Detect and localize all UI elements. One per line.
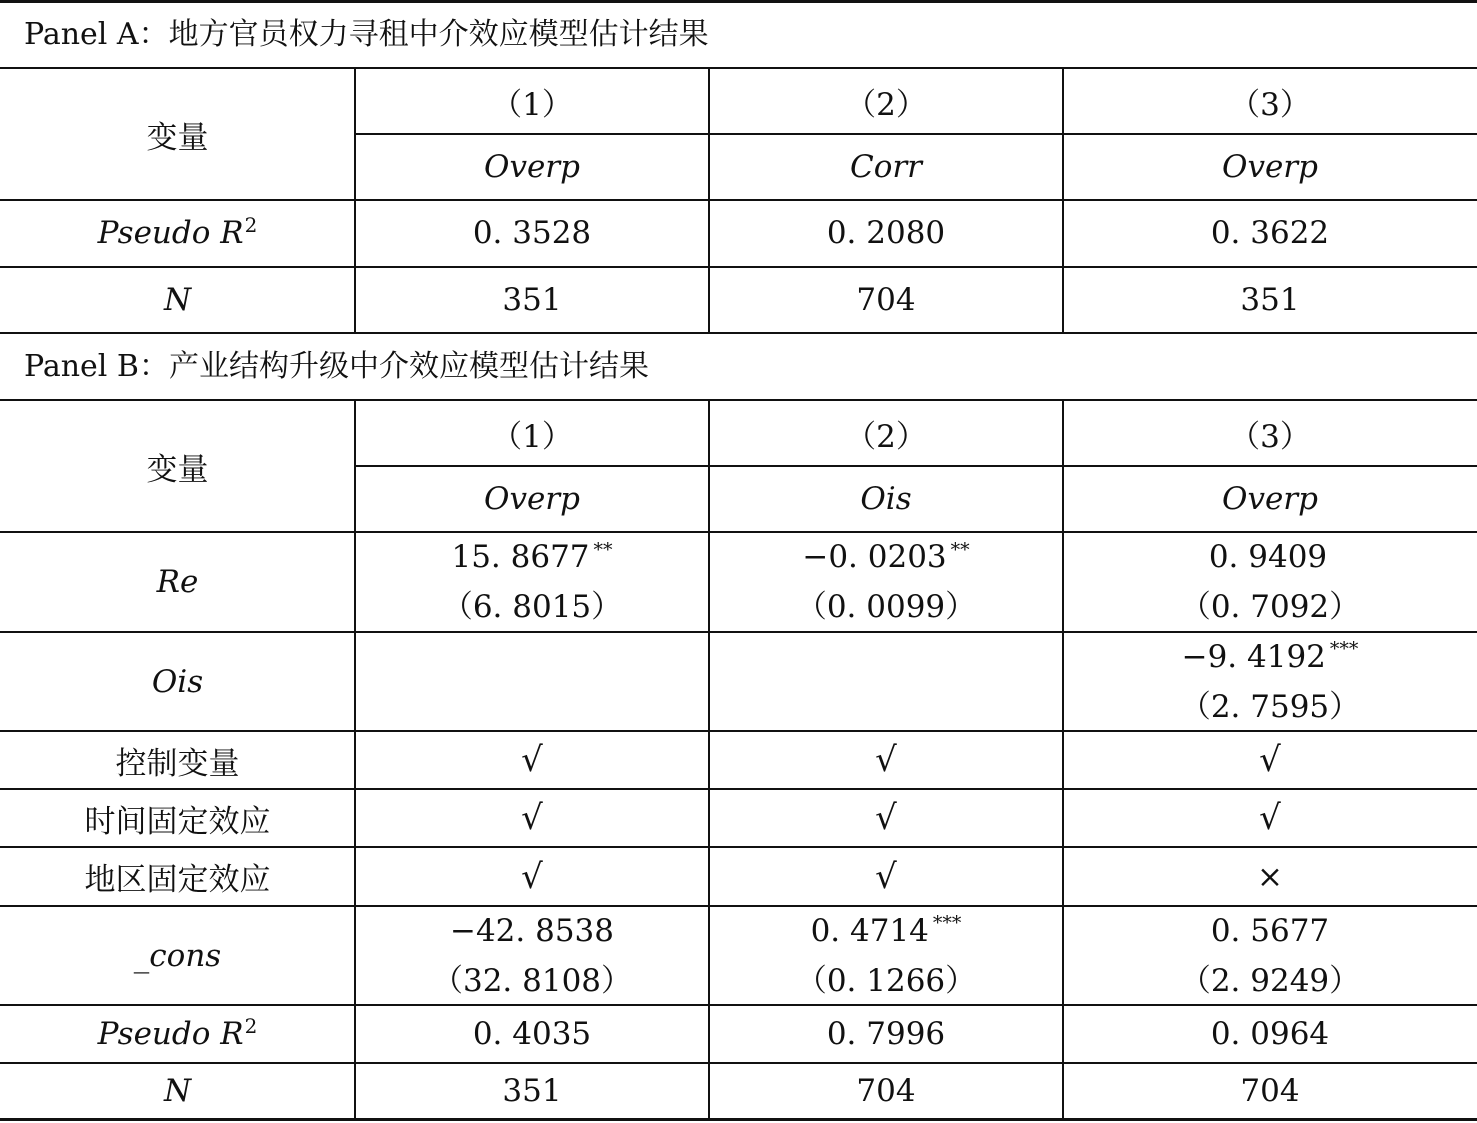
coefficient: 0. 4714 [810, 912, 929, 949]
check-mark: √ [1259, 740, 1281, 780]
significance-stars: *** [1329, 638, 1359, 661]
panel-b-controls-label: 控制变量 [115, 745, 240, 782]
panel-a-col2-number: （2） [845, 86, 927, 123]
panel-a-pseudo-r2-label [0, 200, 355, 266]
panel-a-col2-dependent: Corr [849, 149, 923, 185]
table-cell: 351 [502, 1073, 562, 1109]
check-mark: √ [1259, 798, 1281, 838]
significance-stars: ** [593, 538, 613, 561]
check-mark: √ [521, 740, 543, 780]
table-cell: 0. 3528 [472, 215, 592, 251]
table-cell: 704 [1240, 1073, 1300, 1109]
row-label: Pseudo R [97, 1016, 244, 1052]
significance-stars: ** [950, 538, 970, 561]
panel-b-col3-number: （3） [1229, 418, 1311, 455]
top-rule [0, 0, 1477, 3]
panel-a-col1-dependent: Overp [484, 149, 580, 185]
panel-b-region-fe-label: 地区固定效应 [84, 862, 271, 898]
table-cell: 0. 7996 [826, 1016, 946, 1052]
panel-a-variable-header: 变量 [146, 119, 209, 156]
panel-b-title: Panel B：产业结构升级中介效应模型估计结果 [24, 349, 649, 384]
table-cell: 0. 0964 [1210, 1016, 1330, 1052]
check-mark: √ [875, 856, 897, 897]
table-cell [355, 906, 709, 1005]
table-cell: 351 [502, 282, 562, 318]
panel-b-cons-label: _cons [133, 937, 222, 974]
row-label: Pseudo R [97, 215, 244, 251]
panel-b-col1-number: （1） [491, 418, 573, 455]
standard-error: （6. 8015） [441, 589, 623, 625]
table-cell: 0. 3622 [1210, 215, 1330, 251]
panel-a-col3-dependent: Overp [1222, 149, 1318, 185]
panel-b-pseudo-r2-label [0, 1005, 355, 1063]
check-mark: √ [521, 798, 543, 838]
table-cell [709, 906, 1063, 1005]
superscript: 2 [244, 1013, 258, 1038]
table-cell [1063, 532, 1477, 632]
table-cell: 0. 2080 [826, 215, 946, 251]
coefficient: −9. 4192 [1181, 638, 1326, 675]
table-cell [709, 532, 1063, 632]
coefficient: 0. 5677 [1210, 912, 1330, 949]
coefficient: −0. 0203 [802, 539, 947, 575]
panel-b-re-label: Re [156, 564, 199, 600]
coefficient: 15. 8677 [451, 539, 590, 575]
panel-b-time-fe-label: 时间固定效应 [84, 803, 271, 840]
panel-b-n-label: N [163, 1073, 192, 1109]
table-cell [1063, 632, 1477, 731]
superscript: 2 [244, 212, 258, 237]
coefficient: −42. 8538 [449, 912, 615, 949]
standard-error: （2. 9249） [1179, 962, 1361, 999]
panel-b-col1-dependent: Overp [484, 481, 580, 517]
standard-error: （32. 8108） [431, 962, 633, 999]
panel-b-col2-number: （2） [845, 418, 927, 455]
standard-error: （0. 0099） [795, 589, 977, 625]
check-mark: √ [875, 798, 897, 838]
table-cell: 351 [1240, 282, 1300, 318]
panel-a-n-label: N [163, 282, 192, 318]
check-mark: √ [875, 740, 897, 780]
panel-b-variable-header: 变量 [146, 451, 209, 488]
table-cell [355, 632, 709, 731]
table-cell: 704 [856, 1073, 916, 1109]
check-mark: √ [521, 856, 543, 897]
panel-b-col3-dependent: Overp [1222, 481, 1318, 517]
significance-stars: *** [932, 912, 962, 935]
cross-mark: × [1257, 858, 1283, 895]
coefficient: 0. 9409 [1208, 539, 1328, 575]
panel-a-title: Panel A：地方官员权力寻租中介效应模型估计结果 [24, 17, 709, 52]
standard-error: （2. 7595） [1179, 688, 1361, 725]
table-cell: 704 [856, 282, 916, 318]
standard-error: （0. 7092） [1179, 589, 1361, 625]
table-cell: 0. 4035 [472, 1016, 592, 1052]
panel-a-col1-number: （1） [491, 86, 573, 123]
panel-b-col2-dependent: Ois [860, 481, 912, 517]
panel-b-ois-label: Ois [151, 663, 204, 700]
standard-error: （0. 1266） [795, 962, 977, 999]
panel-a-col3-number: （3） [1229, 86, 1311, 123]
table-cell [709, 632, 1063, 731]
table-cell [1063, 906, 1477, 1005]
table-cell [355, 532, 709, 632]
